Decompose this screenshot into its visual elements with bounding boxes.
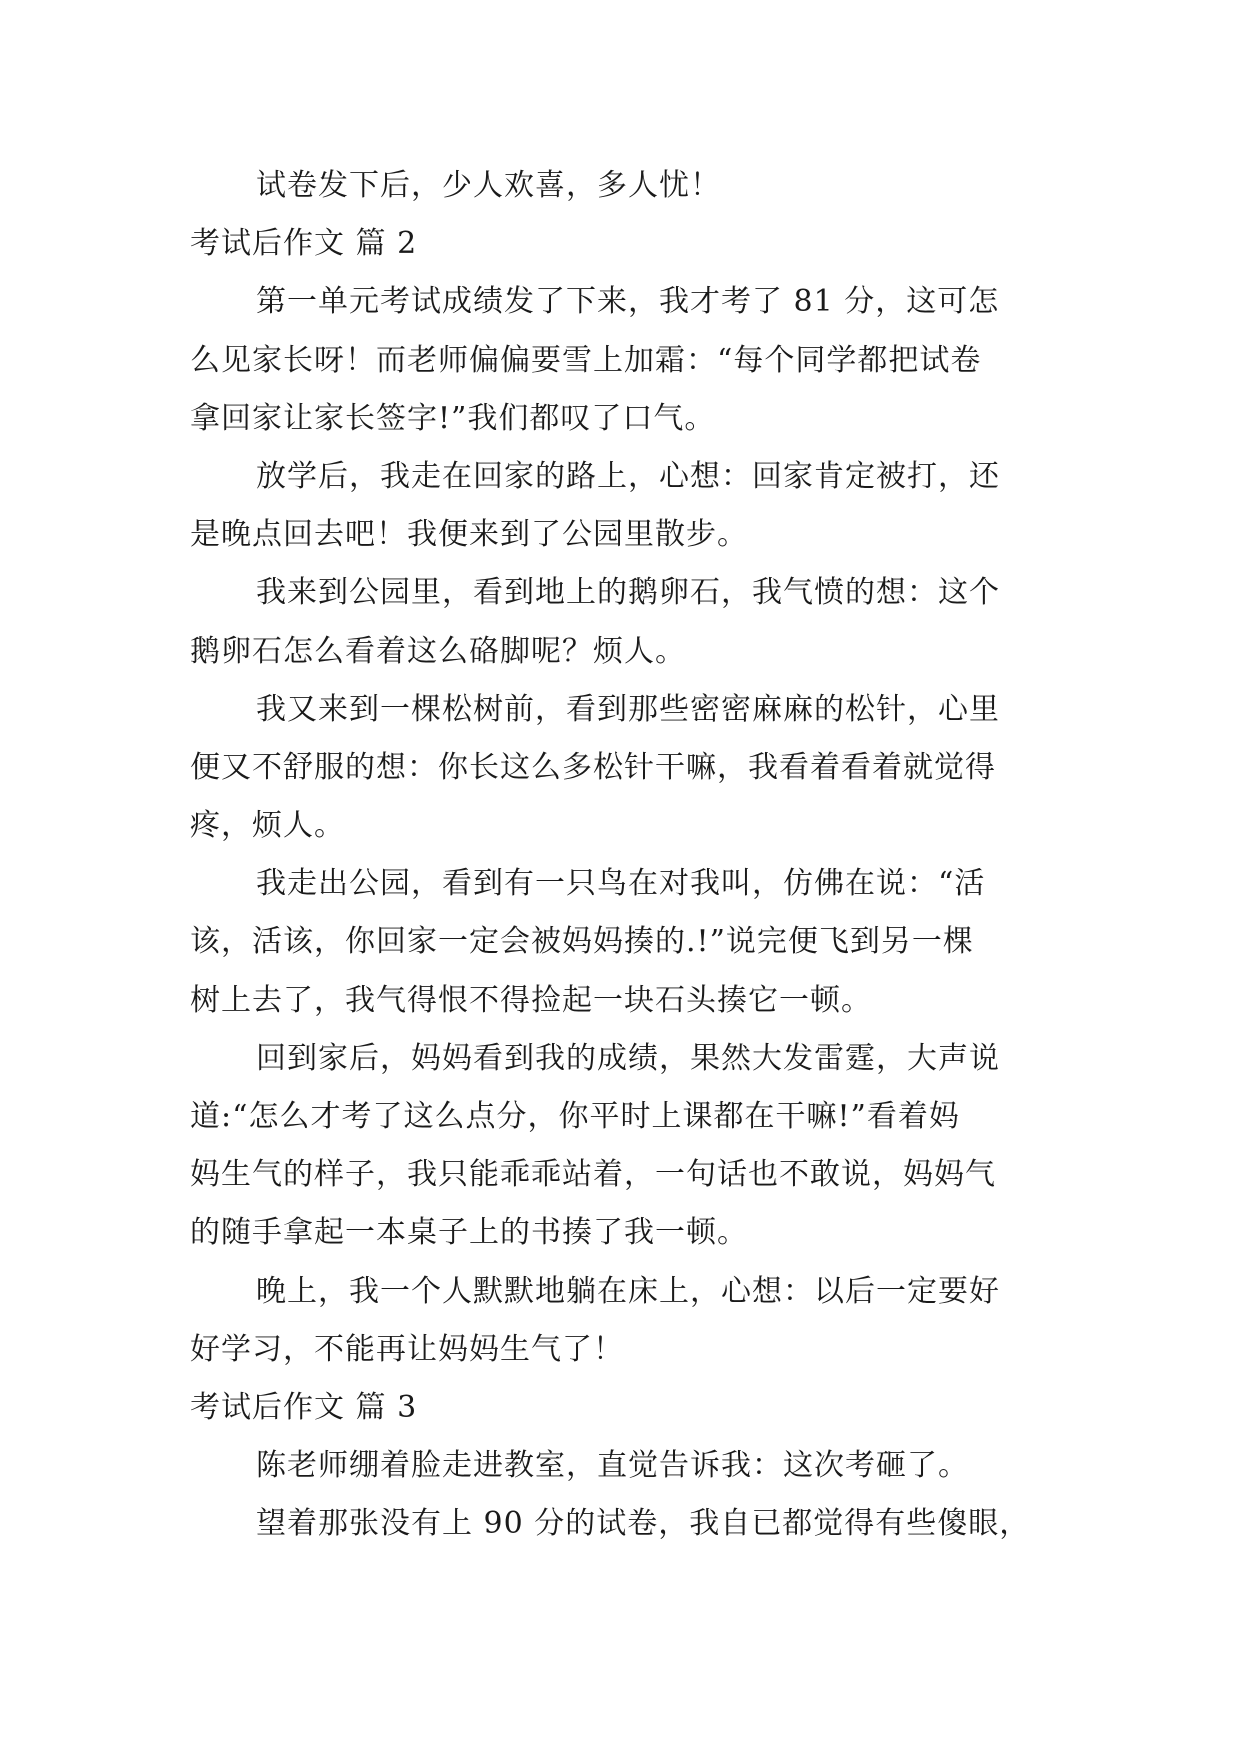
paragraph-line: 我又来到一棵松树前，看到那些密密麻麻的松针，心里 [256, 691, 1000, 727]
paragraph-line: 的随手拿起一本桌子上的书揍了我一顿。 [190, 1215, 748, 1251]
paragraph-line: 望着那张没有上 90 分的试卷，我自已都觉得有些傻眼， [256, 1506, 1031, 1542]
paragraph-line: 陈老师绷着脸走进教室，直觉告诉我：这次考砸了。 [256, 1448, 969, 1484]
paragraph-line: 晚上，我一个人默默地躺在床上，心想：以后一定要好 [256, 1273, 1000, 1309]
paragraph-line: 道:“怎么才考了这么点分，你平时上课都在干嘛!”看着妈 [190, 1099, 960, 1134]
essay-body [190, 157, 1050, 1554]
paragraph-line: 我来到公园里，看到地上的鹅卵石，我气愤的想：这个 [256, 575, 1000, 611]
paragraph-line: 回到家后，妈妈看到我的成绩，果然大发雷霆，大声说 [256, 1040, 1000, 1076]
paragraph-line: 妈生气的样子，我只能乖乖站着，一句话也不敢说，妈妈气 [190, 1157, 996, 1193]
section-heading: 考试后作文 篇 3 [190, 1389, 418, 1425]
paragraph-line: 是晚点回去吧！我便来到了公园里散步。 [190, 517, 748, 553]
paragraph-line: 试卷发下后，少人欢喜，多人忧！ [256, 168, 721, 203]
paragraph-line: 好学习，不能再让妈妈生气了！ [190, 1331, 624, 1367]
paragraph-line: 我走出公园，看到有一只鸟在对我叫，仿佛在说：“活 [256, 866, 986, 902]
paragraph-line: 树上去了，我气得恨不得捡起一块石头揍它一顿。 [190, 982, 872, 1018]
paragraph-line: 拿回家让家长签字!”我们都叹了口气。 [190, 400, 716, 436]
paragraph-line: 么见家长呀！而老师偏偏要雪上加霜：“每个同学都把试卷 [190, 342, 982, 378]
paragraph-line: 鹅卵石怎么看着这么硌脚呢？烦人。 [190, 633, 686, 669]
paragraph-line: 便又不舒服的想：你长这么多松针干嘛，我看着看着就觉得 [190, 749, 996, 785]
paragraph-line: 放学后，我走在回家的路上，心想：回家肯定被打，还 [256, 458, 1000, 494]
section-heading: 考试后作文 篇 2 [190, 226, 418, 262]
paragraph-line: 该，活该，你回家一定会被妈妈揍的.!”说完便飞到另一棵 [190, 924, 974, 960]
paragraph-line: 第一单元考试成绩发了下来，我才考了 81 分，这可怎 [256, 284, 1000, 320]
paragraph-line: 疼，烦人。 [190, 808, 345, 844]
